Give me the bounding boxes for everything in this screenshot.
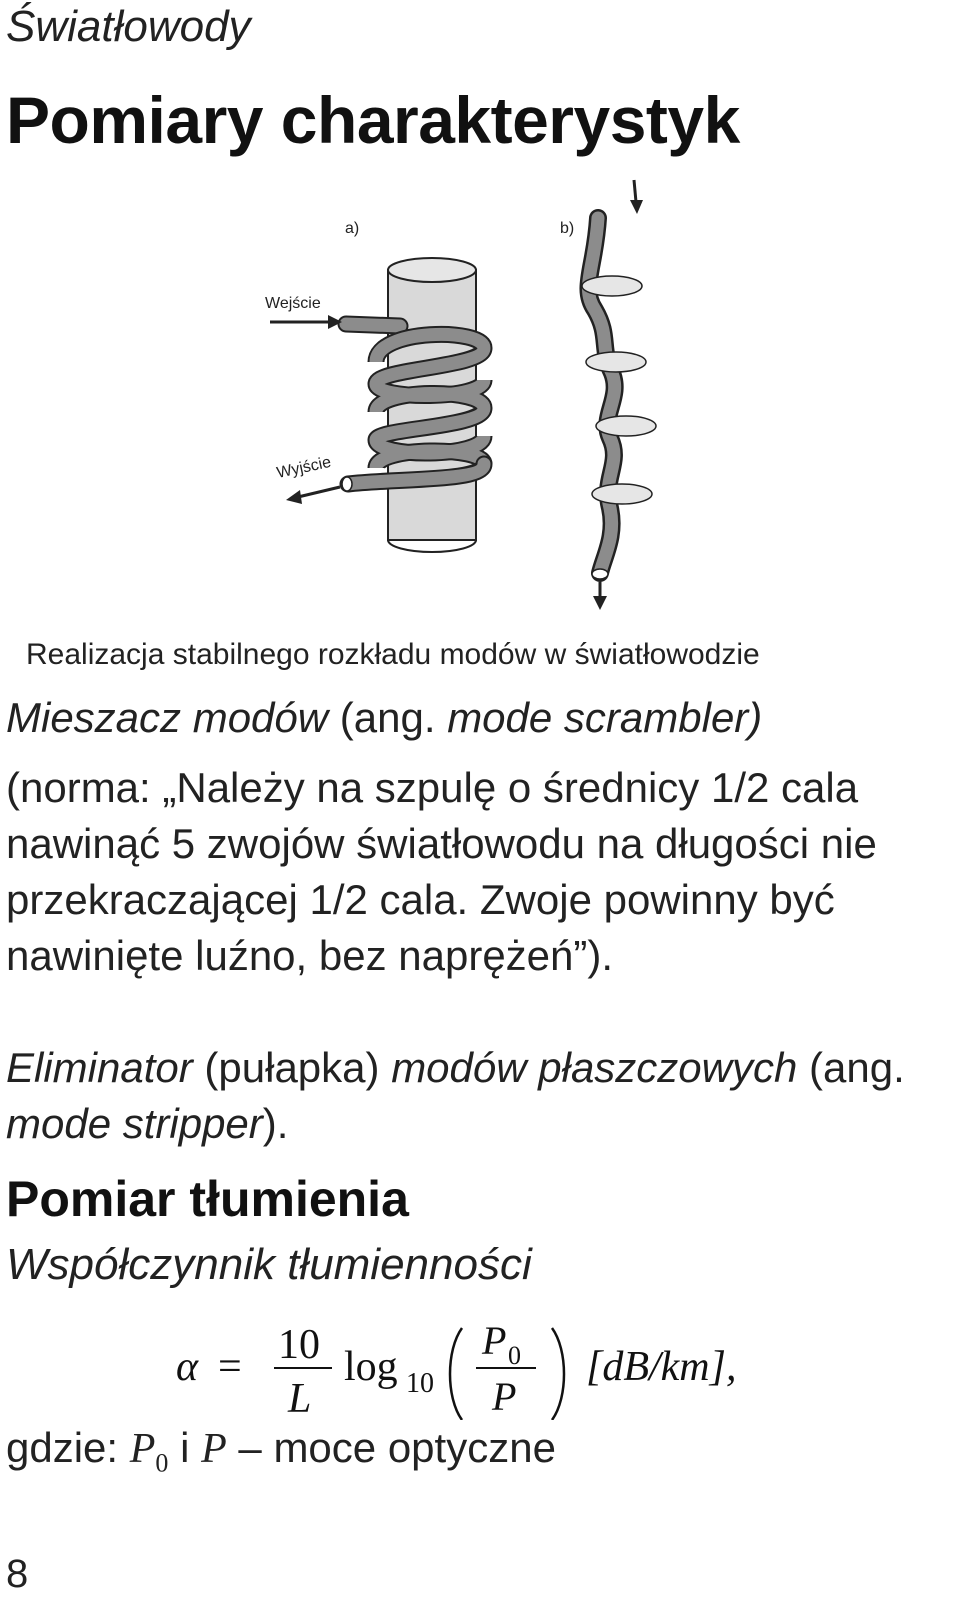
formula-equals: =: [218, 1344, 242, 1390]
formula-log-base: 10: [406, 1368, 434, 1399]
formula-denominator: L: [288, 1376, 312, 1420]
page-title: Pomiary charakterystyk: [6, 83, 740, 157]
scrambler-heading: [6, 690, 956, 746]
scrambler-name: Mieszacz modów: [6, 694, 329, 741]
figure-label-a: a): [345, 220, 360, 237]
chapter-header: Światłowody: [6, 2, 251, 51]
formula-log: log: [344, 1344, 398, 1390]
scrambler-norm-text: (norma: „Należy na szpulę o średnicy 1/2 cala nawinąć 5 zwojów światłowodu na długości nie przekraczającej 1/2 cala. Zwoje powinny być nawinięte luźno, bez naprężeń”).: [6, 764, 877, 979]
where-p0: P: [129, 1426, 156, 1472]
where-rest: – moce optyczne: [238, 1424, 556, 1471]
mode-scrambler-figure: [250, 178, 710, 618]
input-label: Wejście: [265, 295, 321, 312]
where-p: P: [201, 1426, 227, 1472]
page-number: 8: [6, 1552, 29, 1596]
figure-caption: Realizacja stabilnego rozkładu modów w światłowodzie: [26, 638, 760, 671]
output-label: Wyjście: [275, 453, 333, 482]
coefficient-label: Współczynnik tłumienności: [6, 1240, 532, 1289]
formula-p0-sub: 0: [508, 1341, 521, 1370]
where-p0-sub: 0: [155, 1448, 169, 1478]
formula-numerator: 10: [278, 1322, 320, 1368]
figure-label-b: b): [560, 220, 575, 237]
formula-unit: [dB/km],: [586, 1344, 737, 1390]
stripper-name2: modów płaszczowych: [391, 1044, 798, 1091]
formula-p: P: [492, 1374, 517, 1419]
input-arrow-icon: [270, 315, 342, 329]
scrambler-ang-term: mode scrambler): [447, 694, 763, 741]
stripper-ang-open: (ang.: [809, 1044, 905, 1091]
helix-output-arrow-icon: [593, 582, 607, 610]
formula-alpha: α: [176, 1344, 199, 1390]
attenuation-formula: [170, 1310, 790, 1420]
helix-input-arrow-icon: [630, 180, 643, 214]
stripper-close: ).: [262, 1100, 289, 1147]
stripper-ang-term: mode stripper: [6, 1100, 263, 1147]
output-arrow-icon: [286, 487, 340, 504]
formula-p0: P: [482, 1318, 507, 1363]
where-prefix: gdzie:: [6, 1424, 119, 1471]
fiber-helix: [582, 218, 656, 579]
section-heading: Pomiar tłumienia: [6, 1171, 409, 1227]
where-line: [6, 1424, 556, 1478]
scrambler-ang-open: (ang.: [339, 694, 436, 741]
stripper-name: Eliminator: [6, 1044, 193, 1091]
where-and: i: [180, 1424, 190, 1471]
stripper-paren: (pułapka): [204, 1044, 380, 1091]
stripper-paragraph: [6, 1040, 956, 1152]
